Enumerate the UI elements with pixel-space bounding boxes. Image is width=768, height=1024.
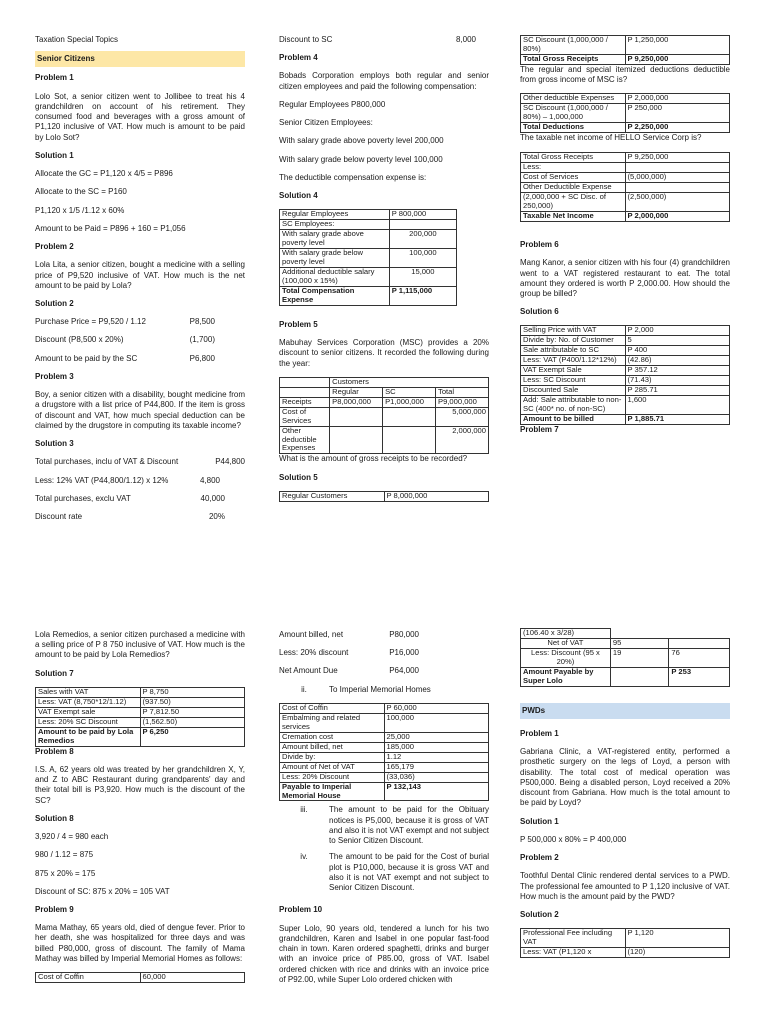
pwd-problem-1-heading: Problem 1 <box>520 728 559 738</box>
table-row: (106.40 x 3/28) <box>521 629 730 639</box>
solution-2-row: Discount (P8,500 x 20%) (1,700) <box>35 335 215 345</box>
solution-3-row: Total purchases, exclu VAT 40,000 <box>35 493 225 503</box>
problem-4-line: With salary grade below poverty level 100,000 <box>279 154 443 164</box>
pwd-problem-2-heading: Problem 2 <box>520 853 559 863</box>
table-row: SC Employees: <box>280 220 457 230</box>
solution-6-heading: Solution 6 <box>520 307 559 317</box>
solution-8-heading: Solution 8 <box>35 813 74 823</box>
problem-5-heading: Problem 5 <box>279 319 318 329</box>
solution-8-line: 3,920 / 4 = 980 each <box>35 832 109 842</box>
table-row: With salary grade below poverty level 100,000 <box>280 249 457 268</box>
table-row: Cost of Services 5,000,000 <box>280 407 489 426</box>
solution-2-row: Amount to be paid by the SC P6,800 <box>35 353 215 363</box>
table-row: Less: <box>521 163 730 173</box>
problem-2-heading: Problem 2 <box>35 242 74 252</box>
table-row: Cost of Coffin 60,000 <box>36 973 245 983</box>
table-row: Amount Payable by Super Lolo P 253 <box>521 667 730 686</box>
column-3-top <box>520 35 730 443</box>
solution-5-heading: Solution 5 <box>279 472 318 482</box>
table-row: Taxable Net Income P 2,000,000 <box>521 212 730 222</box>
pwd-problem-2-text: Toothful Dental Clinic rendered dental services to a PWD. The professional fee amounted to P 1,120 inclusive of VAT. How much is the amount paid by the PWD? <box>520 871 730 901</box>
solution-2-row: Purchase Price = P9,520 / 1.12 P8,500 <box>35 317 215 327</box>
column-1-bottom <box>35 630 245 987</box>
table-row: Regular Employees P 800,000 <box>280 210 457 220</box>
table-row: Divide by: No. of Customer 5 <box>521 336 730 346</box>
problem-4-heading: Problem 4 <box>279 53 318 63</box>
problem-4-text: Bobads Corporation employs both regular and senior citizen employees and paid the following compensation: <box>279 71 489 91</box>
discount-to-sc-row: Discount to SC 8,000 <box>279 35 476 44</box>
problem-6-text: Mang Kanor, a senior citizen with his four (4) grandchildren went to a VAT registered restaurant to eat. The total amount they ordered is worth P 2,000.00. How should the group be billed? <box>520 258 730 298</box>
solution-4-table <box>279 209 457 306</box>
problem-5-table <box>279 377 489 455</box>
gross-receipts-table <box>520 35 730 65</box>
problem-9-heading: Problem 9 <box>35 905 74 914</box>
hospital-bill-row: Less: 20% discount P16,000 <box>279 648 419 658</box>
table-row: Net of VAT 95 <box>521 638 730 648</box>
column-2-bottom <box>279 630 489 993</box>
table-row: Less: VAT (8,750*12/1.12) (937.50) <box>36 697 245 707</box>
taxable-income-table <box>520 152 730 222</box>
table-row: Less: Discount (95 x 20%) 19 76 <box>521 648 730 667</box>
table-row: Add: Sale attributable to non-SC (400* no. of non-SC) 1,600 <box>521 396 730 415</box>
problem-7-text: Lola Remedios, a senior citizen purchased a medicine with a selling price of P 8 750 inclusive of VAT. How much is the amount to be paid by Lola Remedios? <box>35 630 245 660</box>
table-row: Total Gross Receipts P 9,250,000 <box>521 153 730 163</box>
table-row: Discounted Sale P 285.71 <box>521 386 730 396</box>
table-row: Cremation cost 25,000 <box>280 732 489 742</box>
problem-4-line: The deductible compensation expense is: <box>279 172 427 182</box>
column-2-top <box>279 35 489 506</box>
problem-2-text: Lola Lita, a senior citizen, bought a medicine with a selling price of P9,520 inclusive of VAT. How much is the net amount to be paid by Lola? <box>35 260 245 290</box>
table-row: Less: VAT (P1,120 x (120) <box>521 948 730 958</box>
document-title: Taxation Special Topics <box>35 35 119 44</box>
solution-3-row: Discount rate 20% <box>35 512 225 522</box>
pwd-solution-2-heading: Solution 2 <box>520 910 559 919</box>
table-row: With salary grade above poverty level 200,000 <box>280 230 457 249</box>
table-row: Additional deductible salary (100,000 x 15%) 15,000 <box>280 268 457 287</box>
deductions-table <box>520 93 730 133</box>
solution-1-line: Allocate to the SC = P160 <box>35 187 127 197</box>
problem-6-heading: Problem 6 <box>520 240 559 250</box>
problem-4-line: Regular Employees P800,000 <box>279 99 386 109</box>
table-row: Sales with VAT P 8,750 <box>36 687 245 697</box>
column-1-top <box>35 35 245 530</box>
table-row: Total Deductions P 2,250,000 <box>521 123 730 133</box>
table-row: Total Compensation Expense P 1,115,000 <box>280 286 457 305</box>
table-row: Other deductible Expenses P 2,000,000 <box>521 94 730 104</box>
hospital-bill-row: Net Amount Due P64,000 <box>279 666 419 676</box>
table-row: Divide by: 1.12 <box>280 752 489 762</box>
table-row: Professional Fee including VAT P 1,120 <box>521 929 730 948</box>
problem-5-question: What is the amount of gross receipts to be recorded? <box>279 454 468 464</box>
table-row: Total Gross Receipts P 9,250,000 <box>521 54 730 64</box>
solution-7-table <box>35 687 245 747</box>
table-row: Cost of Services (5,000,000) <box>521 173 730 183</box>
table-row: Amount to be billed P 1,885.71 <box>521 415 730 425</box>
table-row: Regular Customers P 8,000,000 <box>280 491 489 501</box>
pwd-solution-2-table <box>520 928 730 958</box>
table-row: SC Discount (1,000,000 / 80%) P 1,250,000 <box>521 36 730 55</box>
table-row: Less: 20% SC Discount (1,562.50) <box>36 717 245 727</box>
table-row: Customers <box>280 377 489 387</box>
list-item-iii: iii. The amount to be paid for the Obituary notices is P5,000, because it is gross of VAT and also it is not VAT exempt and not subject to Senior Citizen Discount. <box>300 805 489 846</box>
table-row: Regular SC Total <box>280 387 489 397</box>
table-row: Receipts P8,000,000 P1,000,000 P9,000,000 <box>280 397 489 407</box>
memorial-homes-table <box>279 703 489 802</box>
problem-3-heading: Problem 3 <box>35 371 74 381</box>
problem-4-line: With salary grade above poverty level 200,000 <box>279 136 444 146</box>
problem-10-text: Super Lolo, 90 years old, tendered a lunch for his two grandchildren, Karen and Isabel in one popular fast-food chain in town. Karen ordered spaghetti, drinks and burger with an invoice price of P85.00, gross of VAT. Isabel ordered chicken with rice and drinks with an invoice price of P92.00, while Super Lolo ordered chicken with <box>279 923 489 984</box>
table-row: Sale attributable to SC P 400 <box>521 346 730 356</box>
problem-1-heading: Problem 1 <box>35 73 74 83</box>
problem-10-heading: Problem 10 <box>279 905 323 915</box>
solution-8-line: 980 / 1.12 = 875 <box>35 850 94 860</box>
table-row: Selling Price with VAT P 2,000 <box>521 326 730 336</box>
solution-3-row: Total purchases, inclu of VAT & Discount P44,800 <box>35 457 245 467</box>
deductions-question: The regular and special itemized deductions deductible from gross income of MSC is? <box>520 64 730 85</box>
table-row: Embalming and related services 100,000 <box>280 713 489 732</box>
table-row: Less: 20% Discount (33,036) <box>280 772 489 782</box>
table-row: (2,000,000 + SC Disc. of 250,000) (2,500,000) <box>521 193 730 212</box>
problem-8-text: I.S. A, 62 years old was treated by her grandchildren X, Y, and Z to ABC Restaurant during grandparents' day and their total bill is P3,920. How much is the discount of the SC? <box>35 764 245 805</box>
solution-7-heading: Solution 7 <box>35 668 74 678</box>
solution-5-table <box>279 491 489 502</box>
solution-1-heading: Solution 1 <box>35 150 74 160</box>
problem-1-text: Lolo Sot, a senior citizen went to Jollibee to treat his 4 grandchildren on account of his retirement. They consumed food and beverages with a gross amount of P1,120 inclusive of VAT. How much is amount to be paid by Lolo Sot? <box>35 91 245 142</box>
solution-4-heading: Solution 4 <box>279 191 318 201</box>
table-row: VAT Exempt sale P 7,812.50 <box>36 707 245 717</box>
table-row: Amount to be paid by Lola Remedios P 6,250 <box>36 727 245 746</box>
list-item-iv: iv. The amount to be paid for the Cost of burial plot is P10,000, because it is gross VAT and also it is not VAT exempt and not subject to Senior Citizen Discount. <box>300 852 489 893</box>
solution-1-line: P1,120 x 1/5 /1.12 x 60% <box>35 205 125 215</box>
solution-2-heading: Solution 2 <box>35 298 74 308</box>
table-row: Amount billed, net 185,000 <box>280 742 489 752</box>
section-heading-pwds: PWDs <box>520 703 730 719</box>
table-row: Other Deductible Expense <box>521 183 730 193</box>
problem-9-table <box>35 972 245 983</box>
solution-3-row: Less: 12% VAT (P44,800/1.12) x 12% 4,800 <box>35 475 220 485</box>
table-row: SC Discount (1,000,000 / 80%) – 1,000,000 P 250,000 <box>521 104 730 123</box>
solution-6-table <box>520 325 730 425</box>
solution-8-line: Discount of SC: 875 x 20% = 105 VAT <box>35 886 170 896</box>
section-heading-senior-citizens: Senior Citizens <box>35 51 245 67</box>
problem-3-text: Boy, a senior citizen with a disability, bought medicine from a drugstore with a list price of P44,800. If the item is gross of discount and VAT, how much special deduction can be claimed by the drugstore in computing its taxable income? <box>35 390 245 430</box>
table-row: Less: SC Discount (71.43) <box>521 376 730 386</box>
super-lolo-table <box>520 628 730 687</box>
table-row: VAT Exempt Sale P 357.12 <box>521 366 730 376</box>
problem-9-text: Mama Mathay, 65 years old, died of dengue fever. Prior to her death, she was hospitalized for three days and was billed P80,000, gross of discount. The family of Mama Mathay was billed by Imperial Memorial Homes as follows: <box>35 923 245 963</box>
solution-8-line: 875 x 20% = 175 <box>35 868 96 878</box>
solution-1-line: Allocate the GC = P1,120 x 4/5 = P896 <box>35 169 173 179</box>
table-row: Less: VAT (P400/1.12*12%) (42.86) <box>521 356 730 366</box>
pwd-problem-1-text: Gabriana Clinic, a VAT-registered entity, performed a prosthetic surgery on the legs of Loyd, a person with disability. The total cost of medical operation was P500,000. Being a disabled person, Loyd received a 20% discount from Gabriana. How much is the total amount to be paid by Loyd? <box>520 747 730 808</box>
table-row: Amount of Net of VAT 165,179 <box>280 762 489 772</box>
problem-8-heading: Problem 8 <box>35 746 74 756</box>
table-row: Payable to Imperial Memorial House P 132,143 <box>280 782 489 801</box>
table-row: Other deductible Expenses 2,000,000 <box>280 426 489 454</box>
solution-3-heading: Solution 3 <box>35 439 74 449</box>
problem-7-heading: Problem 7 <box>520 424 559 434</box>
list-item-ii: ii. To Imperial Memorial Homes <box>301 684 431 694</box>
column-3-bottom <box>520 628 730 962</box>
hospital-bill-row: Amount billed, net P80,000 <box>279 630 419 639</box>
table-row: Cost of Coffin P 60,000 <box>280 703 489 713</box>
problem-5-text: Mabuhay Services Corporation (MSC) provides a 20% discount to senior citizens. It recorded the following during the year: <box>279 338 489 368</box>
problem-4-line: Senior Citizen Employees: <box>279 118 373 128</box>
solution-1-line: Amount to be Paid = P896 + 160 = P1,056 <box>35 223 186 233</box>
pwd-solution-1-heading: Solution 1 <box>520 816 559 826</box>
pwd-solution-1-line: P 500,000 x 80% = P 400,000 <box>520 834 627 844</box>
taxable-income-question: The taxable net income of HELLO Service Corp is? <box>520 133 702 143</box>
